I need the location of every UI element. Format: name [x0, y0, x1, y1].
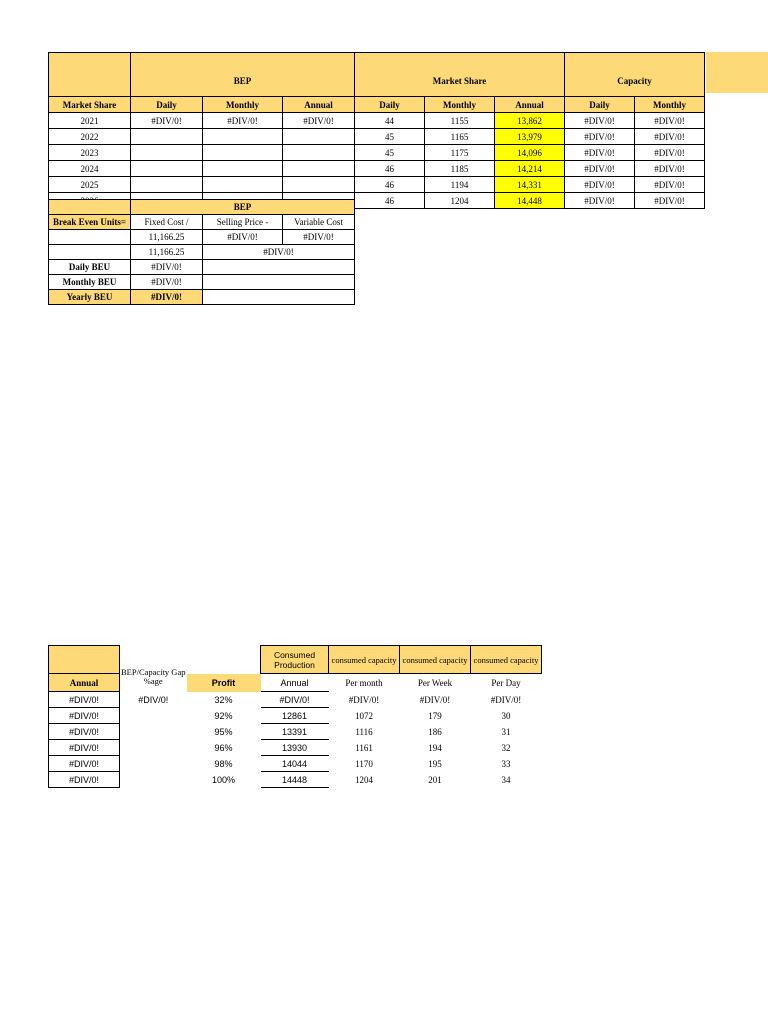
cap-daily-cell: #DIV/0! [565, 161, 635, 177]
bep-monthly-cell [203, 161, 283, 177]
table-row [49, 708, 542, 724]
per-month-sub: Per month [345, 677, 383, 688]
bep-daily-cell [131, 129, 203, 145]
sub-header-row [49, 97, 705, 113]
table-row [49, 740, 542, 756]
bep-daily-cell [131, 177, 203, 193]
gap-cell [120, 772, 187, 788]
fixed-cost-value: 11,166.25 [131, 230, 203, 245]
col-header: Daily [565, 97, 635, 113]
gap-header: BEP/Capacity Gap %age [121, 667, 186, 686]
contribution-result: #DIV/0! [203, 245, 355, 260]
corner-cell [49, 200, 131, 215]
consumed-capacity-header: consumed capacity [400, 646, 471, 674]
annual-cell: #DIV/0! [49, 724, 120, 740]
ms-monthly-cell: 1185 [425, 161, 495, 177]
per-week-cell: 179 [428, 710, 442, 721]
bep-annual-cell [283, 145, 355, 161]
annual-cell: #DIV/0! [49, 708, 120, 724]
per-month-cell: 1204 [355, 774, 373, 785]
cap-daily-cell: #DIV/0! [565, 145, 635, 161]
year-cell: 2022 [49, 129, 131, 145]
table-row [49, 177, 705, 193]
col-header: Monthly [203, 97, 283, 113]
table3-body [49, 692, 542, 788]
year-cell: 2024 [49, 161, 131, 177]
consumed-capacity-header: consumed capacity [329, 646, 400, 674]
ms-annual-cell: 14,331 [495, 177, 565, 193]
variable-cost-value: #DIV/0! [283, 230, 355, 245]
ms-annual-cell: 14,096 [495, 145, 565, 161]
table-row [49, 692, 542, 708]
per-day-cell: 32 [501, 742, 511, 753]
cap-daily-cell: #DIV/0! [565, 177, 635, 193]
cap-monthly-cell: #DIV/0! [635, 161, 705, 177]
year-cell: 2023 [49, 145, 131, 161]
formula-result-row [49, 245, 355, 260]
year-cell: 2021 [49, 113, 131, 129]
ms-monthly-cell: 1175 [425, 145, 495, 161]
corner-cell [49, 53, 131, 97]
blank-cell [187, 646, 261, 674]
production-cell: #DIV/0! [261, 692, 329, 708]
table-row [49, 772, 542, 788]
per-day-sub: Per Day [491, 677, 521, 688]
empty-cell [203, 290, 355, 305]
cap-monthly-cell: #DIV/0! [635, 129, 705, 145]
ms-daily-cell: 46 [355, 161, 425, 177]
formula-values-row [49, 230, 355, 245]
bep-annual-cell [283, 177, 355, 193]
daily-beu-label: Daily BEU [49, 260, 131, 275]
bep-daily-cell [131, 161, 203, 177]
capacity-group-header: Capacity [565, 53, 705, 97]
annual-cell: #DIV/0! [49, 756, 120, 772]
profit-cell: 32% [214, 694, 233, 705]
production-cell: 13391 [261, 724, 329, 740]
gap-cell [120, 756, 187, 772]
profit-cell: 98% [214, 758, 233, 769]
gap-cell: #DIV/0! [138, 694, 169, 705]
bep-annual-cell [283, 129, 355, 145]
profit-cell: 95% [214, 726, 233, 737]
market-share-group-header: Market Share [355, 53, 565, 97]
ms-daily-cell: 46 [355, 193, 425, 209]
table-row [49, 724, 542, 740]
variable-cost-header: Variable Cost [283, 215, 355, 230]
monthly-beu-value: #DIV/0! [131, 275, 203, 290]
per-week-cell: 194 [428, 742, 442, 753]
ms-annual-cell: 13,979 [495, 129, 565, 145]
ms-daily-cell: 46 [355, 177, 425, 193]
formula-header-row [49, 215, 355, 230]
production-cell: 14044 [261, 756, 329, 772]
gap-cell [120, 740, 187, 756]
bep-title-row [49, 200, 355, 215]
annual-cell: #DIV/0! [49, 740, 120, 756]
group-header-row [49, 53, 705, 97]
table-row [49, 129, 705, 145]
sub-header-row [49, 674, 542, 692]
profit-cell: 100% [211, 774, 236, 785]
per-week-cell: #DIV/0! [419, 694, 451, 705]
cap-daily-cell: #DIV/0! [565, 193, 635, 209]
ms-annual-cell: 14,448 [495, 193, 565, 209]
annual-cell: #DIV/0! [49, 772, 120, 788]
ms-daily-cell: 45 [355, 145, 425, 161]
bep-annual-cell [283, 161, 355, 177]
profit-cell: 96% [214, 742, 233, 753]
bep-market-share-capacity-table [48, 52, 705, 209]
per-day-cell: 30 [501, 710, 511, 721]
empty-cell [49, 230, 131, 245]
production-cell: 14448 [261, 772, 329, 788]
col-header: Annual [495, 97, 565, 113]
ms-daily-cell: 45 [355, 129, 425, 145]
fixed-cost-header: Fixed Cost / [131, 215, 203, 230]
selling-price-value: #DIV/0! [203, 230, 283, 245]
table-row [49, 113, 705, 129]
per-month-cell: 1116 [355, 726, 373, 737]
per-month-cell: #DIV/0! [348, 694, 380, 705]
per-month-cell: 1161 [355, 742, 373, 753]
capacity-gap-table [48, 645, 542, 788]
empty-cell [203, 260, 355, 275]
bep-annual-cell: #DIV/0! [283, 113, 355, 129]
bep-monthly-cell [203, 129, 283, 145]
ms-annual-cell: 13,862 [495, 113, 565, 129]
consumed-production-header: Consumed Production [261, 646, 329, 674]
ms-monthly-cell: 1155 [425, 113, 495, 129]
monthly-beu-row [49, 275, 355, 290]
ms-monthly-cell: 1194 [425, 177, 495, 193]
fixed-cost-result: 11,166.25 [131, 245, 203, 260]
col-header: Market Share [49, 97, 131, 113]
daily-beu-value: #DIV/0! [131, 260, 203, 275]
cap-monthly-cell: #DIV/0! [635, 113, 705, 129]
cap-monthly-cell: #DIV/0! [635, 193, 705, 209]
table-row [49, 756, 542, 772]
annual-cell: #DIV/0! [49, 692, 120, 708]
yearly-beu-row [49, 290, 355, 305]
cap-monthly-cell: #DIV/0! [635, 177, 705, 193]
selling-price-header: Selling Price - [203, 215, 283, 230]
table-row [49, 161, 705, 177]
bep-monthly-cell: #DIV/0! [203, 113, 283, 129]
col-header: Monthly [635, 97, 705, 113]
per-week-cell: 186 [428, 726, 442, 737]
yearly-beu-label: Yearly BEU [49, 290, 131, 305]
header-fill-block [706, 52, 768, 93]
per-month-cell: 1072 [355, 710, 373, 721]
cap-daily-cell: #DIV/0! [565, 113, 635, 129]
col-header: Monthly [425, 97, 495, 113]
annual-header: Annual [49, 674, 120, 692]
ms-monthly-cell: 1204 [425, 193, 495, 209]
table-row [49, 145, 705, 161]
daily-beu-row [49, 260, 355, 275]
consumed-capacity-header: consumed capacity [471, 646, 542, 674]
production-annual-sub: Annual [261, 674, 329, 692]
cap-daily-cell: #DIV/0! [565, 129, 635, 145]
production-cell: 12861 [261, 708, 329, 724]
per-day-cell: #DIV/0! [490, 694, 522, 705]
yearly-beu-value: #DIV/0! [131, 290, 203, 305]
monthly-beu-label: Monthly BEU [49, 275, 131, 290]
annual-fill-cell [49, 646, 120, 674]
profit-cell: 92% [214, 710, 233, 721]
col-header: Daily [131, 97, 203, 113]
per-week-cell: 201 [428, 774, 442, 785]
break-even-units-label: Break Even Units= [49, 215, 131, 230]
empty-cell [203, 275, 355, 290]
per-day-cell: 33 [501, 758, 511, 769]
per-week-sub: Per Week [417, 677, 453, 688]
col-header: Annual [283, 97, 355, 113]
bep-monthly-cell [203, 145, 283, 161]
bep-daily-cell [131, 145, 203, 161]
col-header: Daily [355, 97, 425, 113]
year-cell: 2025 [49, 177, 131, 193]
ms-annual-cell: 14,214 [495, 161, 565, 177]
production-cell: 13930 [261, 740, 329, 756]
bep-group-header: BEP [131, 53, 355, 97]
empty-cell [49, 245, 131, 260]
per-week-cell: 195 [428, 758, 442, 769]
per-day-cell: 31 [501, 726, 511, 737]
cap-monthly-cell: #DIV/0! [635, 145, 705, 161]
bep-monthly-cell [203, 177, 283, 193]
ms-daily-cell: 44 [355, 113, 425, 129]
gap-cell [120, 708, 187, 724]
bep-daily-cell: #DIV/0! [131, 113, 203, 129]
table1-body [49, 113, 705, 209]
gap-cell [120, 724, 187, 740]
per-day-cell: 34 [501, 774, 511, 785]
profit-header: Profit [187, 674, 261, 692]
per-month-cell: 1170 [355, 758, 373, 769]
ms-monthly-cell: 1165 [425, 129, 495, 145]
bep-title: BEP [131, 200, 355, 215]
break-even-units-table [48, 199, 355, 305]
